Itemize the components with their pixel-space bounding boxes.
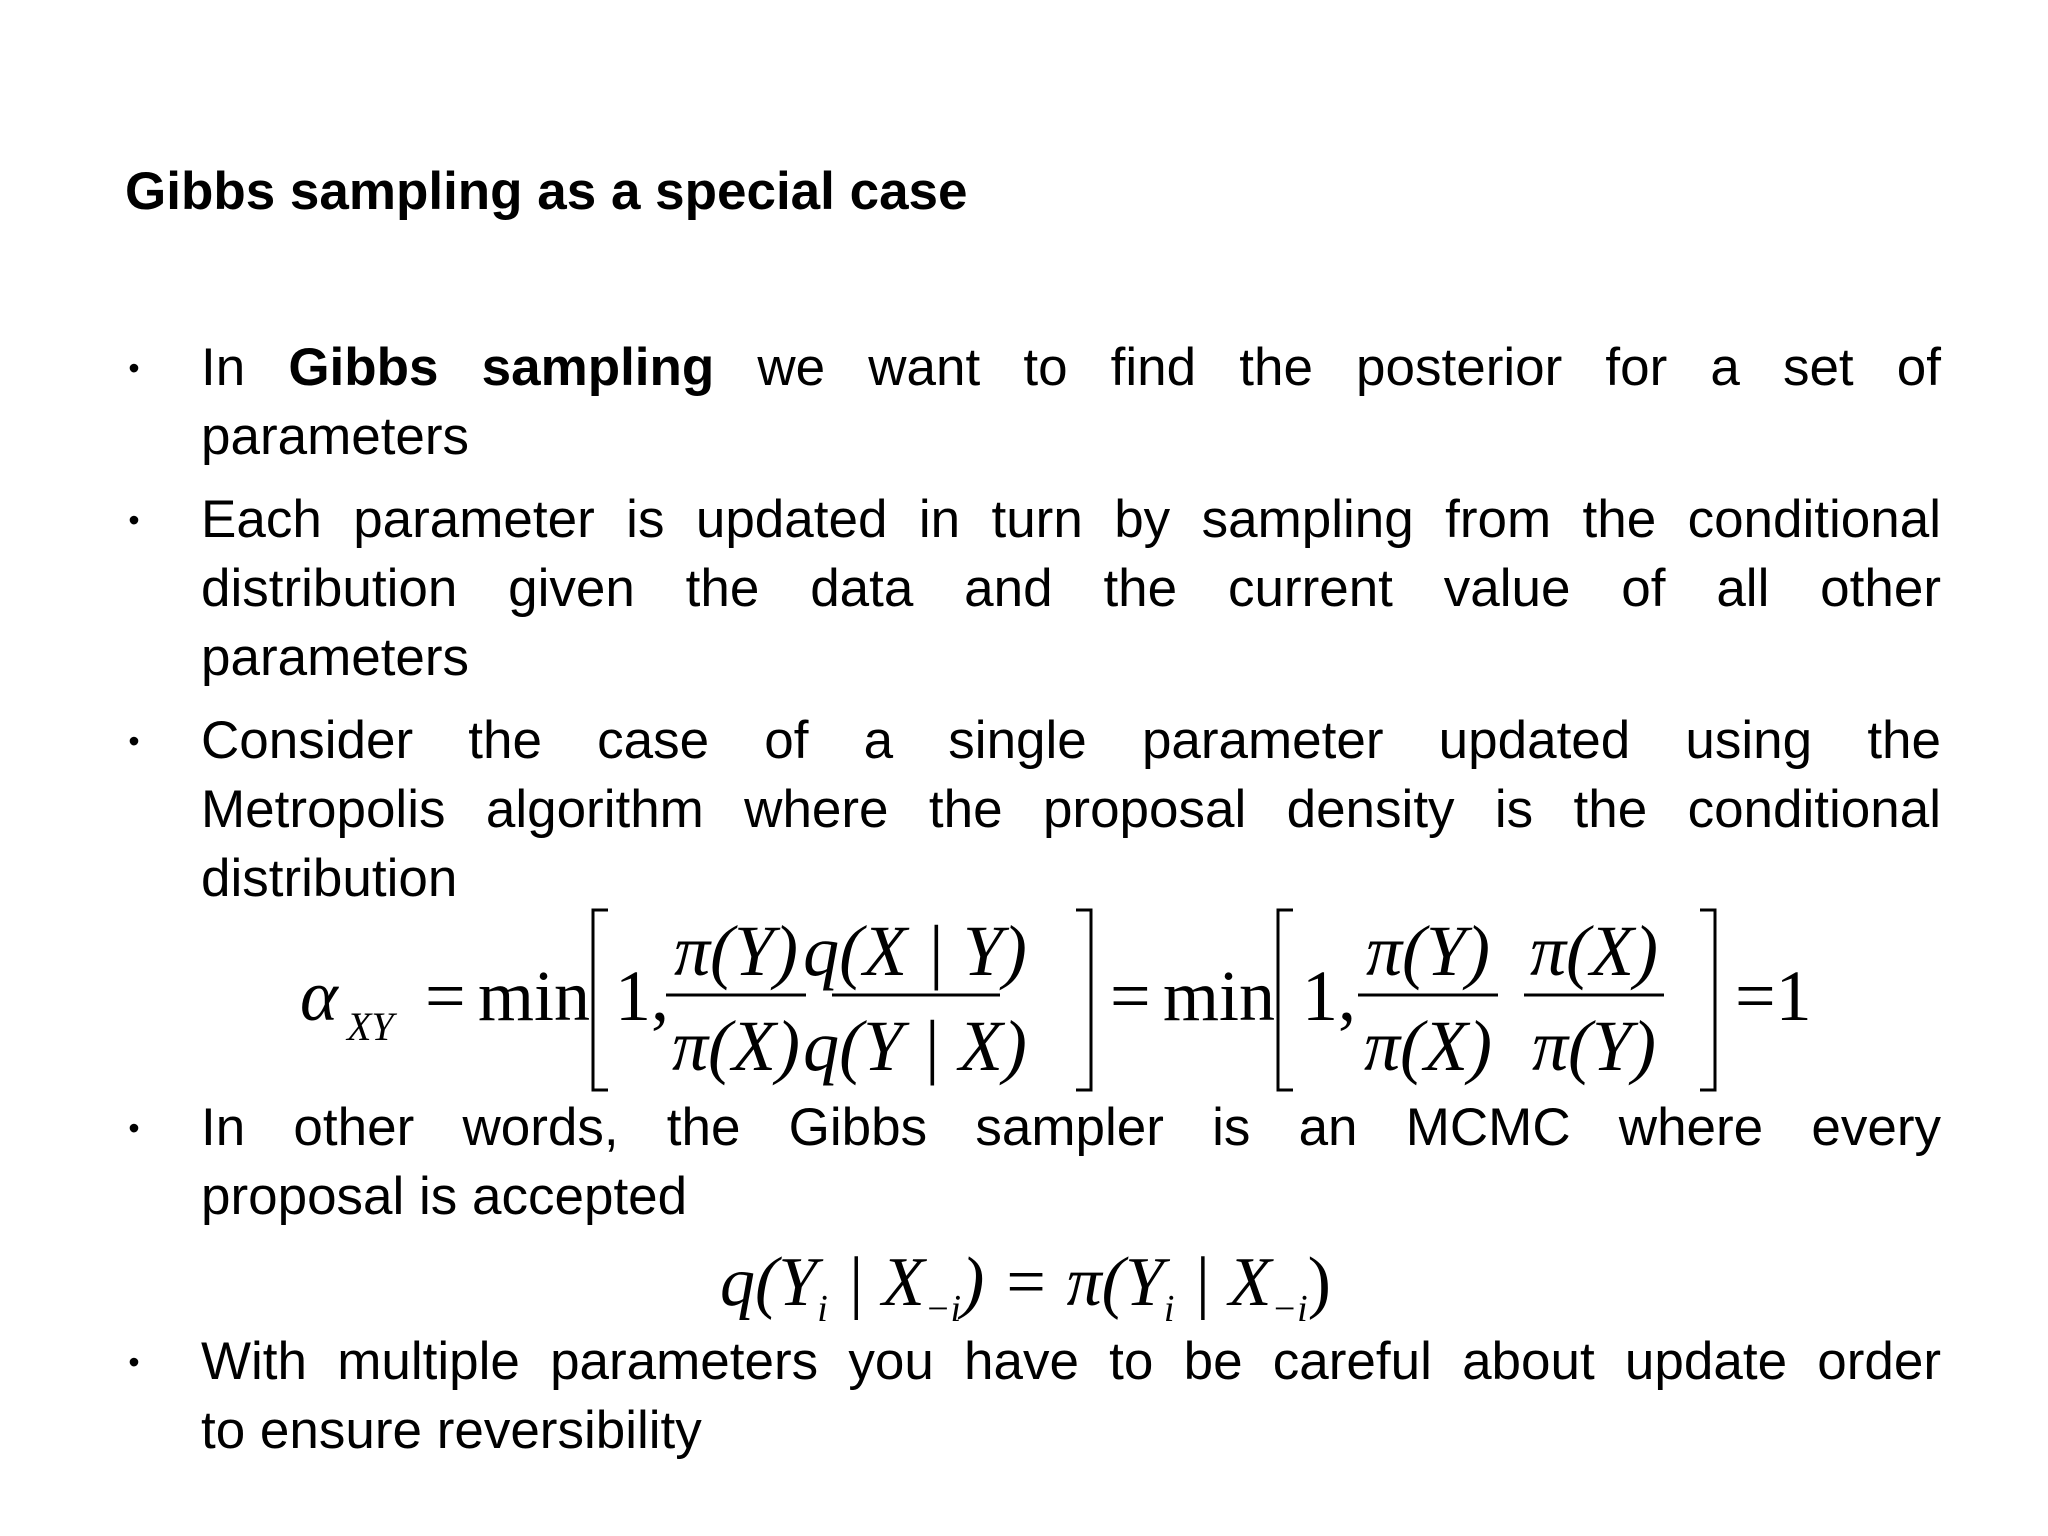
one-comma: 1, [615, 956, 669, 1036]
bullet-marker: • [128, 350, 140, 386]
equation-text [720, 1244, 1331, 1330]
equation-result: =1 [1735, 956, 1812, 1036]
given-x: | X [827, 1244, 925, 1321]
close-equals-pi: ) = π(Y [961, 1244, 1164, 1321]
subscript-i: i [1163, 1288, 1175, 1330]
fraction-denominator: π(Y) [1531, 1006, 1657, 1086]
bullet-text: we want to find the posterior for a set of [714, 338, 1941, 397]
fraction-denominator: q(Y | X) [803, 1006, 1027, 1086]
min-operator: min [478, 956, 591, 1036]
bullet-2-line-1: Each parameter is updated in turn by sampling from the conditional [201, 490, 1941, 549]
bullet-marker: • [128, 502, 140, 538]
bullet-1-line-2: parameters [201, 407, 470, 466]
one-comma: 1, [1302, 956, 1356, 1036]
bullet-3-line-1: Consider the case of a single parameter updated using the [201, 711, 1941, 770]
bullet-3-line-2: Metropolis algorithm where the proposal density is the conditional [201, 780, 1941, 839]
acceptance-equation [0, 900, 2048, 1100]
slide-title: Gibbs sampling as a special case [125, 162, 968, 221]
bullet-5-line-2: to ensure reversibility [201, 1401, 702, 1460]
subscript-minus-i: −i [924, 1288, 962, 1330]
fraction-denominator: π(X) [1363, 1006, 1493, 1086]
right-bracket [1700, 910, 1715, 1090]
bold-term: Gibbs sampling [288, 338, 715, 397]
bullet-marker: • [128, 723, 140, 759]
acceptance-equation-svg [0, 900, 2048, 1100]
bullet-marker: • [128, 1344, 140, 1380]
left-bracket [1278, 910, 1293, 1090]
lhs-q: q(Y [720, 1244, 818, 1321]
min-operator: min [1163, 956, 1276, 1036]
equals-sign: = [425, 956, 466, 1036]
fraction-numerator: π(X) [1529, 911, 1659, 991]
bullet-2-line-3: parameters [201, 628, 470, 687]
alpha-subscript: XY [347, 1004, 394, 1049]
left-bracket [593, 910, 608, 1090]
fraction-denominator: π(X) [671, 1006, 801, 1086]
bullet-2-line-2: distribution given the data and the current value of all other [201, 559, 1941, 618]
fraction-numerator: π(Y) [1365, 911, 1491, 991]
subscript-i: i [817, 1288, 828, 1330]
bullet-5-line-1: With multiple parameters you have to be careful about update order [201, 1332, 1941, 1391]
conditional-equation [0, 1235, 2048, 1335]
bullet-text: In [201, 338, 289, 397]
bullet-1-line-1 [201, 333, 1941, 403]
fraction-numerator: q(X | Y) [803, 911, 1027, 991]
close-paren: ) [1307, 1244, 1331, 1321]
fraction-numerator: π(Y) [673, 911, 799, 991]
alpha-symbol: α [300, 956, 338, 1036]
equals-sign: = [1110, 956, 1151, 1036]
subscript-minus-i: −i [1271, 1288, 1308, 1330]
bullet-4-line-2: proposal is accepted [201, 1167, 688, 1226]
right-bracket [1076, 910, 1091, 1090]
conditional-equation-svg [0, 1235, 2048, 1335]
bullet-3-line-3: distribution [201, 849, 458, 908]
bullet-marker: • [128, 1110, 140, 1146]
given-x: | X [1174, 1244, 1272, 1321]
bullet-4-line-1: In other words, the Gibbs sampler is an MCMC where every [201, 1098, 1941, 1157]
